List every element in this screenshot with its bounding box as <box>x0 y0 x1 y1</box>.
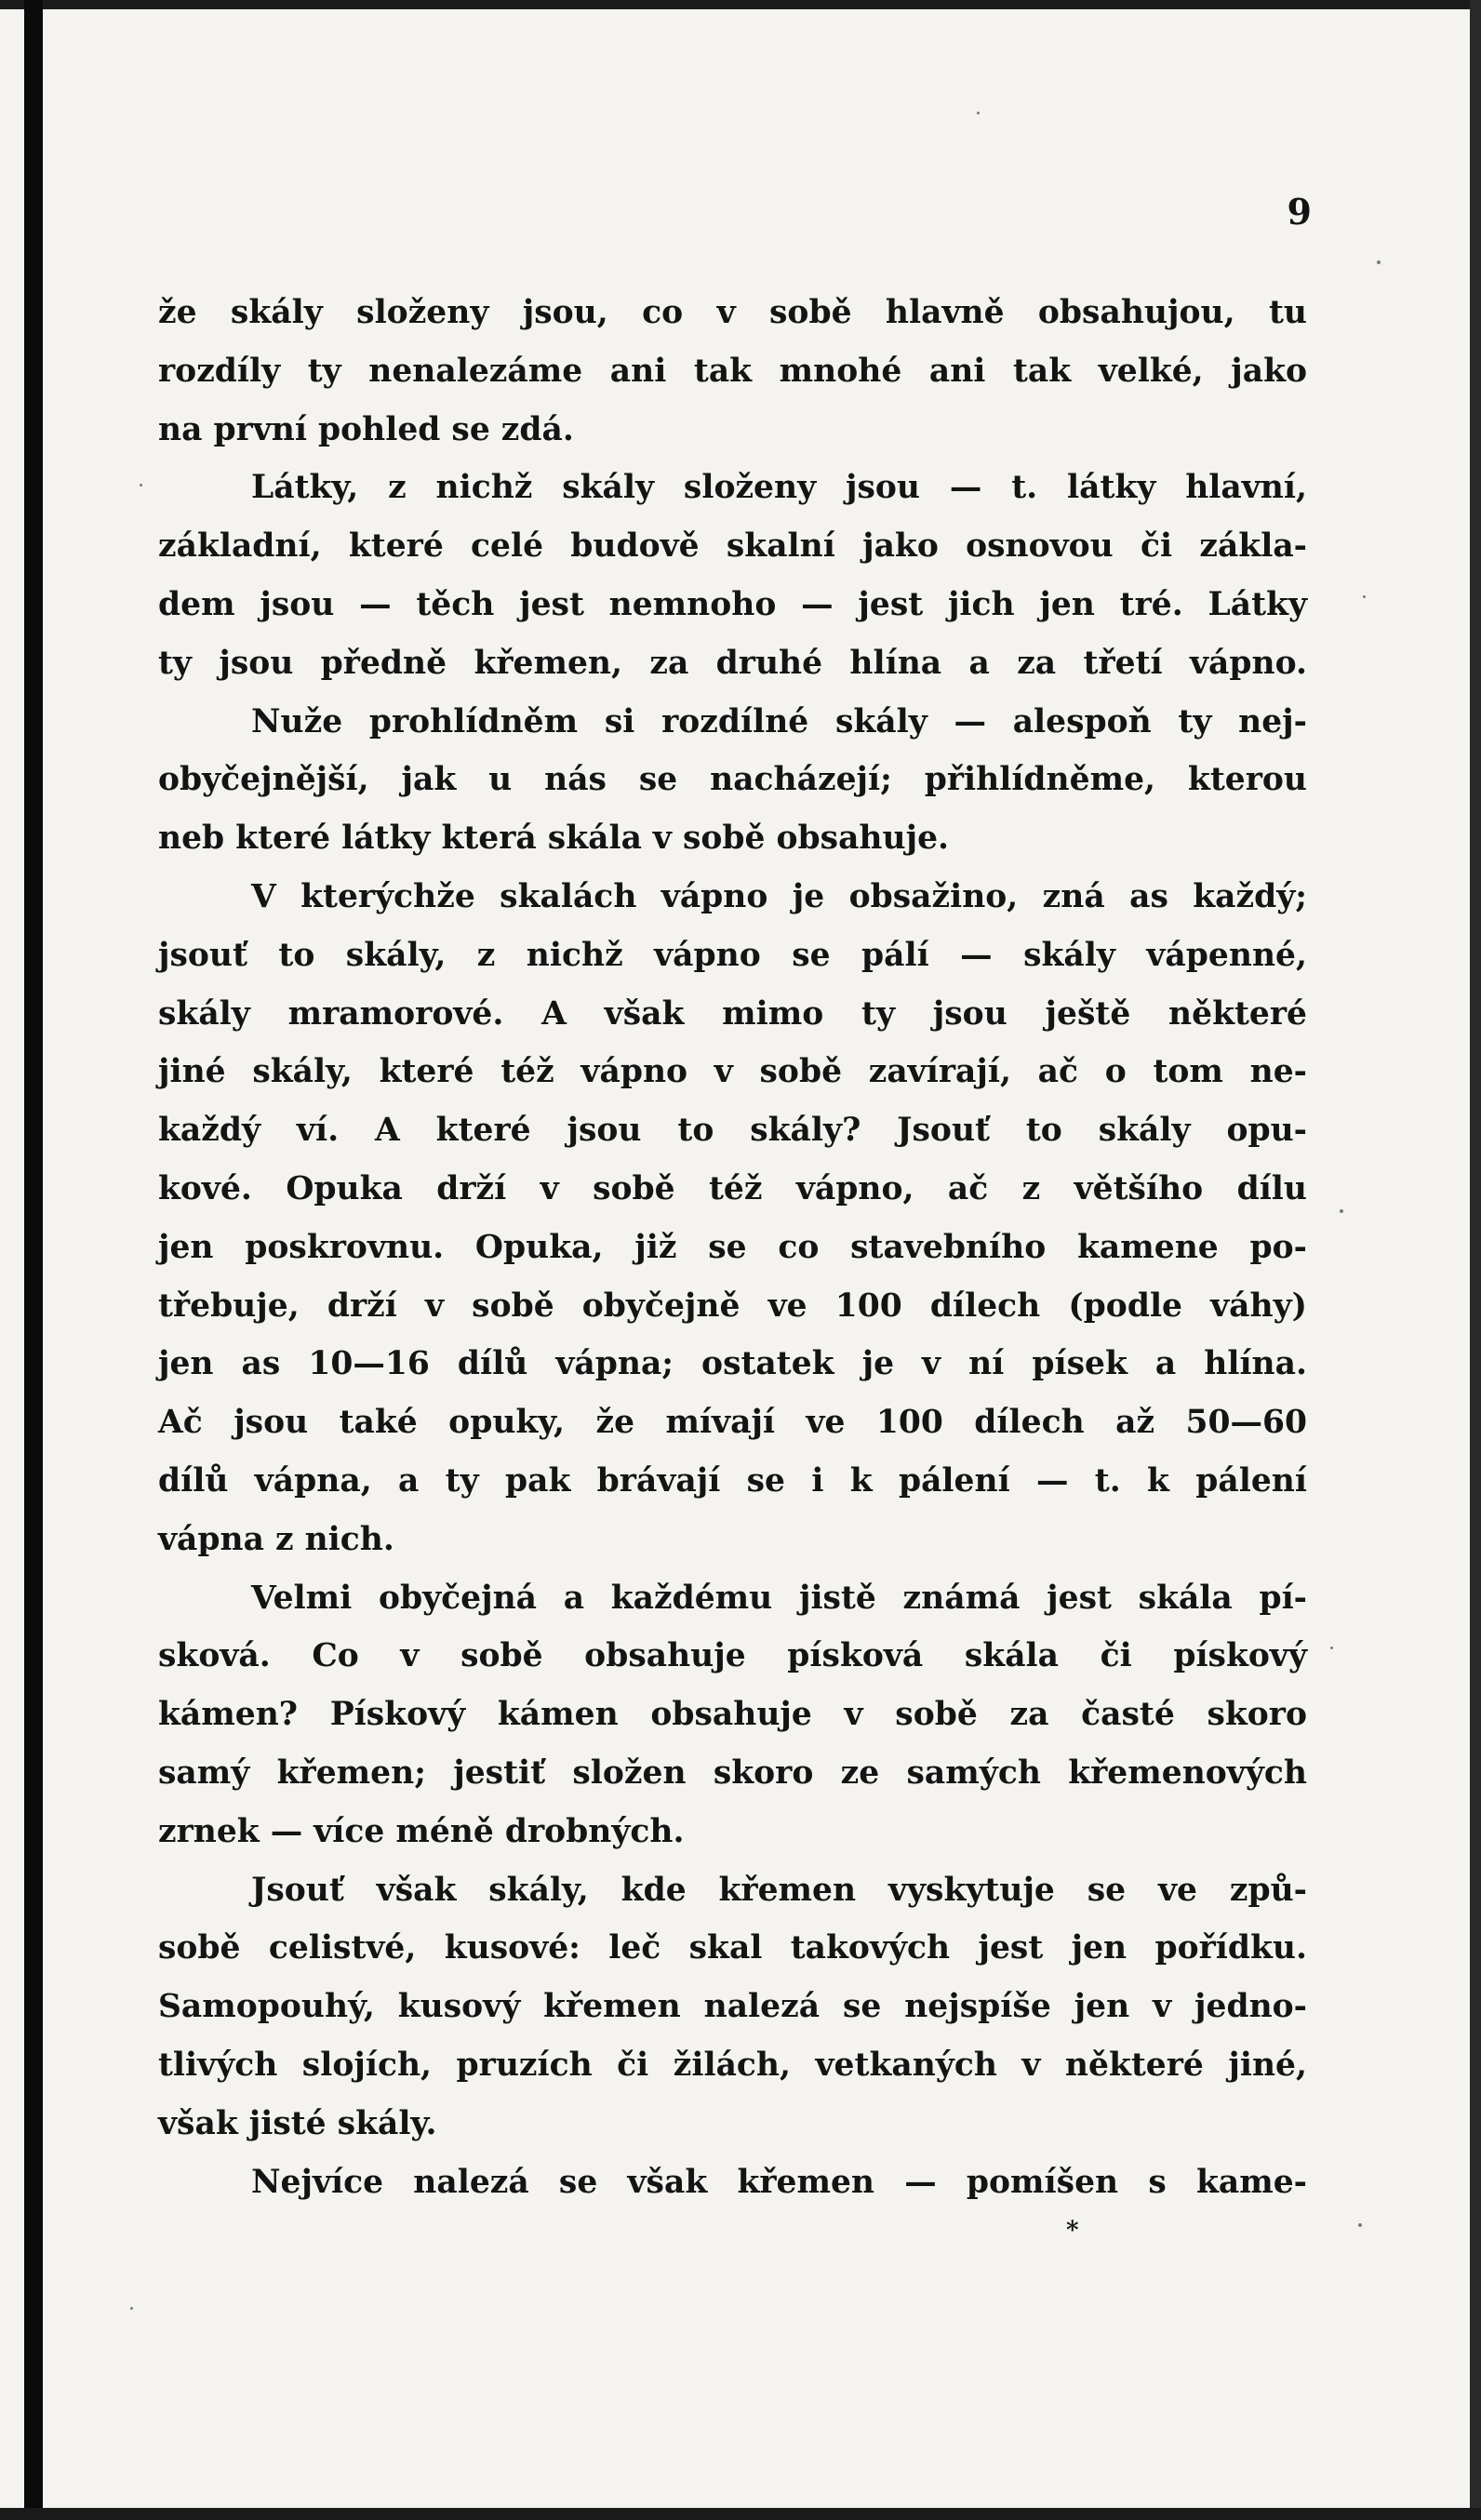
text-line: samý křemen; jestiť složen skoro ze samých křemenových <box>158 1753 1307 1792</box>
text-line: Jsouť však skály, kde křemen vyskytuje se ve způ- <box>251 1871 1307 1909</box>
text-line: na první pohled se zdá. <box>158 410 574 448</box>
page-number: 9 <box>1287 191 1312 233</box>
text-line: Ač jsou také opuky, že mívají ve 100 dílech až 50—60 <box>158 1404 1307 1442</box>
scan-top-edge <box>0 0 1481 9</box>
text-line: dílů vápna, a ty pak brávají se i k pálení — t. k pálení <box>158 1461 1307 1500</box>
text-line: rozdíly ty nenalezáme ani tak mnohé ani tak velké, jako <box>158 352 1307 390</box>
scan-speck <box>1358 2223 1362 2227</box>
text-line: Samopouhý, kusový křemen nalezá se nejspíše jen v jedno- <box>158 1988 1307 2026</box>
text-line: skály mramorové. A však mimo ty jsou ještě některé <box>158 994 1307 1033</box>
text-line: obyčejnější, jak u nás se nacházejí; přihlídněme, kterou <box>158 761 1307 799</box>
text-line: vápna z nich. <box>158 1520 394 1558</box>
text-line: V kterýchže skalách vápno je obsažino, zná as každý; <box>251 877 1307 915</box>
text-line: jiné skály, které též vápno v sobě zavírají, ač o tom ne- <box>158 1053 1307 1091</box>
text-line: tlivých slojích, pruzích či žilách, vetkaných v některé jiné, <box>158 2046 1307 2084</box>
text-line: Látky, z nichž skály složeny jsou — t. látky hlavní, <box>251 469 1307 507</box>
scan-speck <box>140 484 142 487</box>
scan-speck <box>1363 595 1366 598</box>
text-line: jen poskrovnu. Opuka, již se co stavebního kamene po- <box>158 1228 1307 1266</box>
text-line: sobě celistvé, kusové: leč skal takových jest jen pořídku. <box>158 1929 1307 1967</box>
text-line: každý ví. A které jsou to skály? Jsouť to skály opu- <box>158 1112 1307 1150</box>
scan-speck <box>130 2307 133 2310</box>
text-line: zrnek — více méně drobných. <box>158 1812 685 1850</box>
scan-speck <box>1377 260 1381 264</box>
text-line: kámen? Pískový kámen obsahuje v sobě za časté skoro <box>158 1696 1307 1734</box>
scan-speck <box>1340 1209 1343 1213</box>
text-line: Velmi obyčejná a každému jistě známá jest skála pí- <box>251 1579 1307 1617</box>
signature-mark: * <box>1066 2217 1079 2245</box>
scan-speck <box>1330 1647 1333 1649</box>
text-line: Nejvíce nalezá se však křemen — pomíšen s kame- <box>251 2163 1307 2201</box>
text-line: však jisté skály. <box>158 2104 437 2142</box>
scan-bottom-edge <box>0 2508 1481 2520</box>
text-line: Nuže prohlídněm si rozdílné skály — alespoň ty nej- <box>251 702 1307 740</box>
scan-binding-shadow <box>24 0 43 2520</box>
scan-right-edge <box>1470 0 1481 2520</box>
text-line: sková. Co v sobě obsahuje písková skála či pískový <box>158 1637 1307 1675</box>
body-text <box>158 284 1307 2211</box>
text-line: dem jsou — těch jest nemnoho — jest jich jen tré. Látky <box>158 585 1307 623</box>
text-line: kové. Opuka drží v sobě též vápno, ač z většího dílu <box>158 1169 1307 1207</box>
text-line: základní, které celé budově skalní jako osnovou či zákla- <box>158 527 1307 566</box>
text-line: ty jsou předně křemen, za druhé hlína a za třetí vápno. <box>158 644 1307 682</box>
text-line: že skály složeny jsou, co v sobě hlavně obsahujou, tu <box>158 294 1307 331</box>
text-line: jsouť to skály, z nichž vápno se pálí — skály vápenné, <box>158 936 1307 974</box>
text-line: jen as 10—16 dílů vápna; ostatek je v ní písek a hlína. <box>158 1345 1307 1383</box>
text-line: neb které látky která skála v sobě obsahuje. <box>158 820 950 858</box>
text-line: třebuje, drží v sobě obyčejně ve 100 dílech (podle váhy) <box>158 1287 1307 1325</box>
scan-speck <box>977 112 980 114</box>
